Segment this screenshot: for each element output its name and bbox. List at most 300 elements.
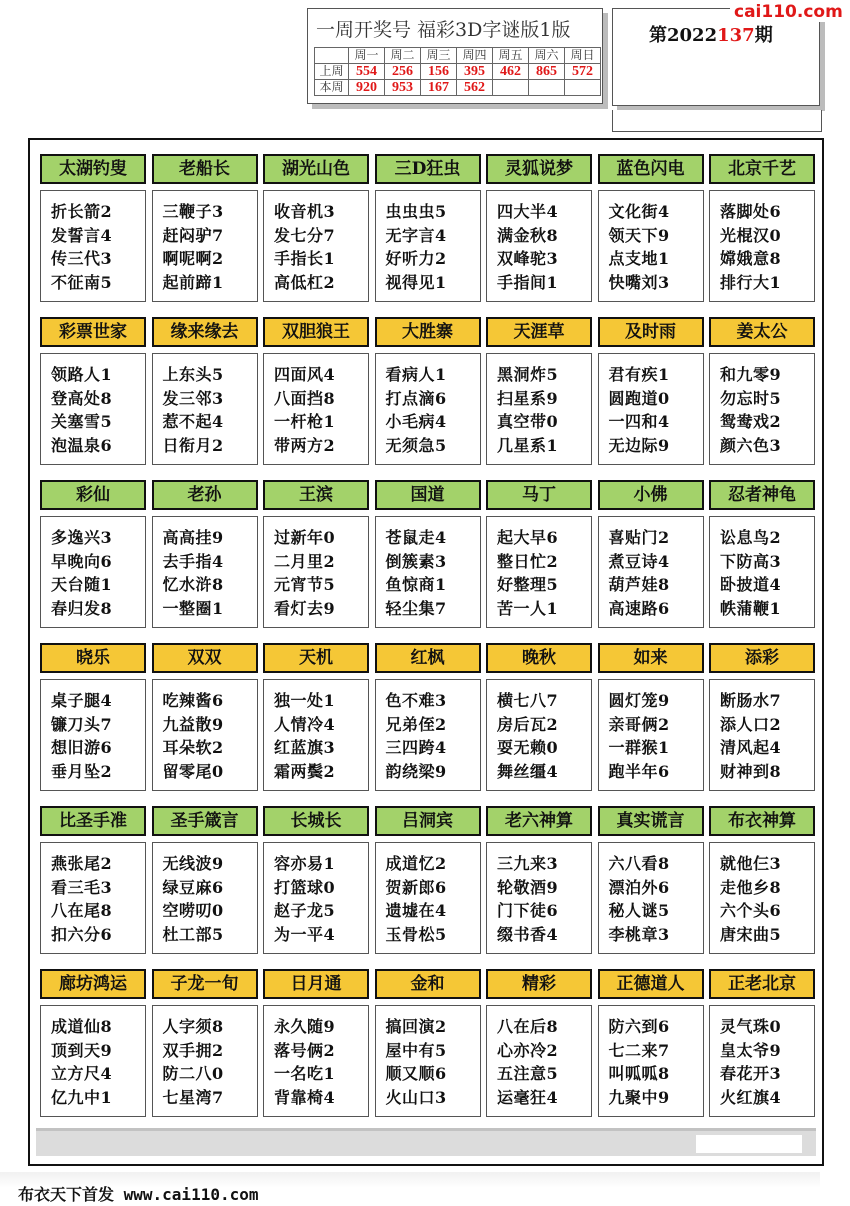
riddle-line: 火红旗4 bbox=[720, 1087, 782, 1107]
riddle-card bbox=[40, 317, 146, 467]
header-title: 一周开奖号 福彩3D字谜版1版 bbox=[316, 19, 571, 41]
riddle-line: 早晚向6 bbox=[51, 551, 113, 571]
riddle-line: 心亦冷2 bbox=[497, 1040, 559, 1060]
riddle-line: 一杆枪1 bbox=[274, 412, 336, 431]
riddle-line: 啊呢啊2 bbox=[162, 249, 224, 268]
riddle-author: 湖光山色 bbox=[263, 154, 369, 184]
riddle-card bbox=[598, 806, 704, 956]
riddle-line: 赵子龙5 bbox=[274, 901, 336, 920]
riddle-author: 圣手箴言 bbox=[152, 806, 258, 836]
riddle-line: 三九来3 bbox=[497, 854, 559, 873]
riddle-line: 四面风4 bbox=[274, 365, 336, 384]
riddle-line: 双峰驼3 bbox=[497, 249, 559, 268]
riddle-lines bbox=[152, 679, 258, 791]
riddle-author: 红枫 bbox=[375, 643, 481, 673]
issue-number: 第2022137期 bbox=[649, 25, 773, 46]
riddle-author: 忍者神龟 bbox=[709, 480, 815, 510]
riddle-card bbox=[598, 969, 704, 1119]
riddle-card bbox=[40, 643, 146, 793]
riddle-card bbox=[709, 317, 815, 467]
riddle-line: 唐宋曲5 bbox=[720, 924, 782, 944]
riddle-author: 正老北京 bbox=[709, 969, 815, 999]
this-week-label: 本周 bbox=[315, 80, 349, 96]
draw-number: 167 bbox=[421, 80, 457, 96]
riddle-author: 老孙 bbox=[152, 480, 258, 510]
riddle-line: 灵气珠0 bbox=[720, 1017, 782, 1036]
riddle-line: 杜工部5 bbox=[162, 924, 224, 944]
riddle-line: 九益散9 bbox=[162, 714, 224, 734]
riddle-card bbox=[152, 317, 258, 467]
riddle-line: 玉骨松5 bbox=[385, 924, 447, 944]
riddle-lines bbox=[486, 190, 592, 302]
riddle-author: 灵狐说梦 bbox=[486, 154, 592, 184]
riddle-author: 北京千艺 bbox=[709, 154, 815, 184]
riddle-card bbox=[152, 969, 258, 1119]
riddle-author: 布衣神算 bbox=[709, 806, 815, 836]
riddle-line: 想旧游6 bbox=[51, 738, 113, 757]
riddle-line: 惹不起4 bbox=[162, 412, 224, 431]
riddle-line: 颜六色3 bbox=[720, 435, 782, 455]
riddle-card bbox=[709, 643, 815, 793]
riddle-line: 亲哥俩2 bbox=[608, 714, 670, 734]
draw-number: 256 bbox=[385, 64, 421, 80]
riddle-row bbox=[40, 480, 815, 630]
riddle-lines bbox=[40, 1005, 146, 1117]
riddle-lines bbox=[598, 1005, 704, 1117]
riddle-author: 双双 bbox=[152, 643, 258, 673]
riddle-line: 九聚中9 bbox=[608, 1087, 670, 1107]
riddle-line: 八在尾8 bbox=[51, 901, 113, 920]
riddle-line: 缀书香4 bbox=[497, 924, 559, 944]
riddle-author: 大胜寨 bbox=[375, 317, 481, 347]
riddle-line: 忆水浒8 bbox=[162, 575, 224, 594]
riddle-line: 顶到天9 bbox=[51, 1040, 113, 1060]
riddle-lines bbox=[486, 842, 592, 954]
riddle-frame bbox=[28, 138, 824, 1166]
day-label: 周日 bbox=[565, 48, 601, 64]
riddle-lines bbox=[40, 842, 146, 954]
riddle-author: 老船长 bbox=[152, 154, 258, 184]
issue-panel bbox=[612, 8, 820, 106]
riddle-line: 成道忆2 bbox=[385, 854, 447, 873]
riddle-author: 彩仙 bbox=[40, 480, 146, 510]
draw-number: 554 bbox=[349, 64, 385, 80]
draw-number: 572 bbox=[565, 64, 601, 80]
riddle-card bbox=[152, 643, 258, 793]
riddle-author: 小佛 bbox=[598, 480, 704, 510]
side-strip bbox=[612, 110, 822, 132]
footer-credit: 布衣天下首发 www.cai110.com bbox=[18, 1185, 259, 1204]
riddle-line: 小毛病4 bbox=[385, 412, 447, 431]
days-row bbox=[315, 48, 601, 64]
riddle-line: 好整理5 bbox=[497, 575, 559, 594]
riddle-author: 缘来缘去 bbox=[152, 317, 258, 347]
riddle-lines bbox=[709, 679, 815, 791]
riddle-line: 喜贴门2 bbox=[608, 528, 670, 547]
riddle-row bbox=[40, 806, 815, 956]
riddle-row bbox=[40, 317, 815, 467]
riddle-line: 看三毛3 bbox=[51, 877, 113, 897]
riddle-card bbox=[40, 969, 146, 1119]
riddle-line: 葫芦娃8 bbox=[608, 575, 670, 594]
riddle-lines bbox=[40, 353, 146, 465]
riddle-line: 走他乡8 bbox=[720, 877, 782, 897]
riddle-line: 收音机3 bbox=[274, 202, 336, 221]
this-week-row bbox=[315, 80, 601, 96]
riddle-lines bbox=[263, 842, 369, 954]
day-label: 周六 bbox=[529, 48, 565, 64]
riddle-card bbox=[375, 154, 481, 304]
riddle-card bbox=[598, 317, 704, 467]
riddle-author: 老六神算 bbox=[486, 806, 592, 836]
riddle-line: 留零尾0 bbox=[162, 761, 224, 781]
riddle-card bbox=[263, 154, 369, 304]
riddle-author: 彩票世家 bbox=[40, 317, 146, 347]
riddle-lines bbox=[375, 842, 481, 954]
riddle-line: 轻尘集7 bbox=[385, 598, 447, 618]
draw-number bbox=[493, 80, 529, 96]
riddle-line: 无须急5 bbox=[385, 435, 447, 455]
riddle-line: 八面挡8 bbox=[274, 388, 336, 408]
riddle-line: 起大早6 bbox=[497, 528, 559, 547]
riddle-line: 登高处8 bbox=[51, 388, 113, 408]
riddle-line: 元宵节5 bbox=[274, 575, 336, 594]
riddle-card bbox=[375, 643, 481, 793]
riddle-lines bbox=[263, 190, 369, 302]
riddle-author: 子龙一旬 bbox=[152, 969, 258, 999]
riddle-lines bbox=[598, 516, 704, 628]
riddle-line: 顺又顺6 bbox=[385, 1064, 447, 1083]
day-label: 周一 bbox=[349, 48, 385, 64]
riddle-line: 五注意5 bbox=[497, 1064, 559, 1083]
riddle-card bbox=[486, 317, 592, 467]
riddle-line: 二月里2 bbox=[274, 551, 336, 571]
riddle-lines bbox=[40, 190, 146, 302]
riddle-line: 带两方2 bbox=[274, 435, 336, 455]
riddle-line: 容亦易1 bbox=[274, 854, 336, 873]
riddle-line: 防二八0 bbox=[162, 1064, 224, 1083]
draw-number: 462 bbox=[493, 64, 529, 80]
riddle-line: 苍鼠走4 bbox=[385, 528, 447, 547]
riddle-lines bbox=[375, 679, 481, 791]
riddle-line: 去手指4 bbox=[162, 551, 224, 571]
riddle-lines bbox=[709, 842, 815, 954]
riddle-lines bbox=[486, 353, 592, 465]
riddle-line: 三四跨4 bbox=[385, 738, 447, 757]
riddle-line: 韵绕梁9 bbox=[385, 761, 447, 781]
riddle-lines bbox=[375, 190, 481, 302]
riddle-line: 横七八7 bbox=[497, 691, 559, 710]
riddle-lines bbox=[375, 516, 481, 628]
riddle-line: 手指间1 bbox=[497, 272, 559, 292]
riddle-line: 文化街4 bbox=[608, 202, 670, 221]
riddle-lines bbox=[152, 190, 258, 302]
riddle-line: 看病人1 bbox=[385, 365, 447, 384]
riddle-author: 蓝色闪电 bbox=[598, 154, 704, 184]
riddle-card bbox=[709, 806, 815, 956]
riddle-line: 为一平4 bbox=[274, 924, 336, 944]
riddle-line: 漂泊外6 bbox=[608, 877, 670, 897]
riddle-line: 手指长1 bbox=[274, 249, 336, 268]
riddle-line: 财神到8 bbox=[720, 761, 782, 781]
riddle-line: 扣六分6 bbox=[51, 924, 113, 944]
riddle-line: 整日忙2 bbox=[497, 551, 559, 571]
riddle-line: 圆灯笼9 bbox=[608, 691, 670, 710]
riddle-author: 天涯草 bbox=[486, 317, 592, 347]
riddle-line: 火山口3 bbox=[385, 1087, 447, 1107]
riddle-line: 讼息鸟2 bbox=[720, 528, 782, 547]
riddle-card bbox=[263, 643, 369, 793]
riddle-line: 真空带0 bbox=[497, 412, 559, 431]
riddle-line: 虫虫虫5 bbox=[385, 202, 447, 221]
riddle-line: 视得见1 bbox=[385, 272, 447, 292]
riddle-line: 无字言4 bbox=[385, 225, 447, 245]
riddle-author: 廊坊鸿运 bbox=[40, 969, 146, 999]
riddle-line: 门下徒6 bbox=[497, 901, 559, 920]
riddle-line: 满金秋8 bbox=[497, 225, 559, 245]
riddle-line: 煮豆诗4 bbox=[608, 551, 670, 571]
riddle-line: 永久随9 bbox=[274, 1017, 336, 1036]
riddle-author: 正德道人 bbox=[598, 969, 704, 999]
watermark: cai110.com bbox=[730, 2, 847, 22]
riddle-line: 起前蹄1 bbox=[162, 272, 224, 292]
riddle-lines bbox=[263, 516, 369, 628]
riddle-line: 轮敬酒9 bbox=[497, 877, 559, 897]
riddle-line: 成道仙8 bbox=[51, 1017, 113, 1036]
riddle-row bbox=[40, 969, 815, 1119]
riddle-row bbox=[40, 643, 815, 793]
riddle-line: 亿九中1 bbox=[51, 1087, 113, 1107]
riddle-line: 色不难3 bbox=[385, 691, 447, 710]
riddle-line: 红蓝旗3 bbox=[274, 738, 336, 757]
riddle-author: 姜太公 bbox=[709, 317, 815, 347]
day-label: 周二 bbox=[385, 48, 421, 64]
riddle-card bbox=[375, 969, 481, 1119]
draw-number: 953 bbox=[385, 80, 421, 96]
riddle-card bbox=[709, 969, 815, 1119]
riddle-line: 空唠叨0 bbox=[162, 901, 224, 920]
riddle-card bbox=[263, 480, 369, 630]
riddle-author: 如来 bbox=[598, 643, 704, 673]
riddle-line: 发誓言4 bbox=[51, 225, 113, 245]
riddle-line: 勿忘时5 bbox=[720, 388, 782, 408]
riddle-lines bbox=[709, 516, 815, 628]
draw-number: 156 bbox=[421, 64, 457, 80]
riddle-lines bbox=[486, 679, 592, 791]
riddle-card bbox=[486, 643, 592, 793]
riddle-author: 及时雨 bbox=[598, 317, 704, 347]
riddle-line: 鱼惊商1 bbox=[385, 575, 447, 594]
riddle-lines bbox=[598, 679, 704, 791]
riddle-card bbox=[375, 806, 481, 956]
riddle-line: 卧披道4 bbox=[720, 575, 782, 594]
riddle-line: 天台随1 bbox=[51, 575, 113, 594]
riddle-row bbox=[40, 154, 815, 304]
riddle-line: 耍无赖0 bbox=[497, 738, 559, 757]
riddle-card bbox=[152, 806, 258, 956]
riddle-line: 三鞭子3 bbox=[162, 202, 224, 221]
riddle-line: 贺新郎6 bbox=[385, 877, 447, 897]
riddle-line: 打点滴6 bbox=[385, 388, 447, 408]
riddle-author: 金和 bbox=[375, 969, 481, 999]
riddle-line: 搞回演2 bbox=[385, 1017, 447, 1036]
riddle-line: 上东头5 bbox=[162, 365, 224, 384]
riddle-line: 打篮球0 bbox=[274, 877, 336, 897]
riddle-line: 苦一人1 bbox=[497, 598, 559, 618]
riddle-line: 快嘴刘3 bbox=[608, 272, 670, 292]
riddle-line: 一四和4 bbox=[608, 412, 670, 431]
riddle-line: 落脚处6 bbox=[720, 202, 782, 221]
riddle-line: 运毫狂4 bbox=[497, 1087, 559, 1107]
draw-number: 920 bbox=[349, 80, 385, 96]
riddle-author: 马丁 bbox=[486, 480, 592, 510]
riddle-line: 一整圈1 bbox=[162, 598, 224, 618]
riddle-author: 真实谎言 bbox=[598, 806, 704, 836]
riddle-line: 燕张尾2 bbox=[51, 854, 113, 873]
riddle-author: 比圣手准 bbox=[40, 806, 146, 836]
riddle-line: 嫦娥意8 bbox=[720, 249, 782, 268]
riddle-line: 清风起4 bbox=[720, 738, 782, 757]
riddle-lines bbox=[486, 516, 592, 628]
riddle-line: 房后瓦2 bbox=[497, 714, 559, 734]
riddle-line: 领路人1 bbox=[51, 365, 113, 384]
riddle-lines bbox=[40, 679, 146, 791]
riddle-line: 屋中有5 bbox=[385, 1040, 447, 1060]
riddle-line: 七星湾7 bbox=[162, 1087, 224, 1107]
riddle-lines bbox=[40, 516, 146, 628]
riddle-author: 天机 bbox=[263, 643, 369, 673]
riddle-line: 添人口2 bbox=[720, 714, 782, 734]
riddle-line: 无边际9 bbox=[608, 435, 670, 455]
bottom-bar bbox=[36, 1128, 816, 1156]
riddle-line: 舞丝缰4 bbox=[497, 761, 559, 781]
riddle-line: 耳朵软2 bbox=[162, 738, 224, 757]
riddle-line: 跑半年6 bbox=[608, 761, 670, 781]
riddle-line: 八在后8 bbox=[497, 1017, 559, 1036]
riddle-line: 看灯去9 bbox=[274, 598, 336, 618]
riddle-line: 落号俩2 bbox=[274, 1040, 336, 1060]
riddle-card bbox=[152, 154, 258, 304]
weekly-results-table bbox=[314, 47, 601, 96]
riddle-author: 太湖钓叟 bbox=[40, 154, 146, 184]
riddle-card bbox=[486, 154, 592, 304]
last-week-row bbox=[315, 64, 601, 80]
riddle-line: 圆跑道0 bbox=[608, 388, 670, 408]
riddle-line: 四大半4 bbox=[497, 202, 559, 221]
issue-number-highlight: 137 bbox=[717, 25, 755, 46]
riddle-line: 双手拥2 bbox=[162, 1040, 224, 1060]
riddle-lines bbox=[152, 1005, 258, 1117]
riddle-line: 七二来7 bbox=[608, 1040, 670, 1060]
riddle-author: 双胆狼王 bbox=[263, 317, 369, 347]
riddle-card bbox=[709, 480, 815, 630]
riddle-lines bbox=[709, 353, 815, 465]
riddle-author: 国道 bbox=[375, 480, 481, 510]
riddle-lines bbox=[263, 353, 369, 465]
riddle-author: 精彩 bbox=[486, 969, 592, 999]
riddle-lines bbox=[709, 190, 815, 302]
riddle-line: 断肠水7 bbox=[720, 691, 782, 710]
riddle-line: 立方尺4 bbox=[51, 1064, 113, 1083]
riddle-line: 一名吃1 bbox=[274, 1064, 336, 1083]
riddle-author: 添彩 bbox=[709, 643, 815, 673]
riddle-card bbox=[375, 480, 481, 630]
riddle-lines bbox=[152, 516, 258, 628]
riddle-author: 晚秋 bbox=[486, 643, 592, 673]
riddle-line: 黑洞炸5 bbox=[497, 365, 559, 384]
riddle-line: 发七分7 bbox=[274, 225, 336, 245]
riddle-card bbox=[263, 969, 369, 1119]
riddle-author: 晓乐 bbox=[40, 643, 146, 673]
riddle-line: 高速路6 bbox=[608, 598, 670, 618]
riddle-author: 长城长 bbox=[263, 806, 369, 836]
riddle-lines bbox=[375, 353, 481, 465]
riddle-card bbox=[598, 643, 704, 793]
riddle-line: 六八看8 bbox=[608, 854, 670, 873]
riddle-card bbox=[486, 969, 592, 1119]
riddle-line: 点支地1 bbox=[608, 249, 670, 268]
riddle-line: 下防高3 bbox=[720, 551, 782, 571]
riddle-line: 好听力2 bbox=[385, 249, 447, 268]
riddle-card bbox=[263, 806, 369, 956]
riddle-line: 排行大1 bbox=[720, 272, 782, 292]
riddle-line: 帙蒲鞭1 bbox=[720, 598, 782, 618]
riddle-line: 人情冷4 bbox=[274, 714, 336, 734]
riddle-card bbox=[40, 480, 146, 630]
riddle-card bbox=[709, 154, 815, 304]
riddle-card bbox=[152, 480, 258, 630]
riddle-line: 扫星系9 bbox=[497, 388, 559, 408]
riddle-lines bbox=[486, 1005, 592, 1117]
riddle-line: 和九零9 bbox=[720, 365, 782, 384]
riddle-card bbox=[40, 154, 146, 304]
riddle-line: 无线波9 bbox=[162, 854, 224, 873]
riddle-line: 遗墟在4 bbox=[385, 901, 447, 920]
riddle-line: 君有疾1 bbox=[608, 365, 670, 384]
riddle-line: 吃辣酱6 bbox=[162, 691, 224, 710]
riddle-line: 日衔月2 bbox=[162, 435, 224, 455]
draw-number bbox=[529, 80, 565, 96]
riddle-line: 传三代3 bbox=[51, 249, 113, 268]
riddle-line: 高高挂9 bbox=[162, 528, 224, 547]
draw-number: 865 bbox=[529, 64, 565, 80]
riddle-line: 不征南5 bbox=[51, 272, 113, 292]
riddle-author: 吕洞宾 bbox=[375, 806, 481, 836]
riddle-line: 叫呱呱8 bbox=[608, 1064, 670, 1083]
draw-number: 562 bbox=[457, 80, 493, 96]
riddle-line: 春归发8 bbox=[51, 598, 113, 618]
riddle-line: 霜两鬓2 bbox=[274, 761, 336, 781]
riddle-line: 过新年0 bbox=[274, 528, 336, 547]
riddle-line: 几星系1 bbox=[497, 435, 559, 455]
riddle-line: 赶闷驴7 bbox=[162, 225, 224, 245]
bottom-bar-blank bbox=[696, 1135, 802, 1153]
riddle-card bbox=[486, 806, 592, 956]
riddle-lines bbox=[152, 842, 258, 954]
riddle-line: 高低杠2 bbox=[274, 272, 336, 292]
riddle-lines bbox=[709, 1005, 815, 1117]
riddle-card bbox=[263, 317, 369, 467]
day-label: 周五 bbox=[493, 48, 529, 64]
riddle-author: 日月通 bbox=[263, 969, 369, 999]
riddle-line: 背靠椅4 bbox=[274, 1087, 336, 1107]
riddle-line: 倒簇素3 bbox=[385, 551, 447, 571]
riddle-line: 一群猴1 bbox=[608, 738, 670, 757]
riddle-line: 防六到6 bbox=[608, 1017, 670, 1036]
riddle-line: 独一处1 bbox=[274, 691, 336, 710]
riddle-lines bbox=[263, 1005, 369, 1117]
day-label: 周三 bbox=[421, 48, 457, 64]
